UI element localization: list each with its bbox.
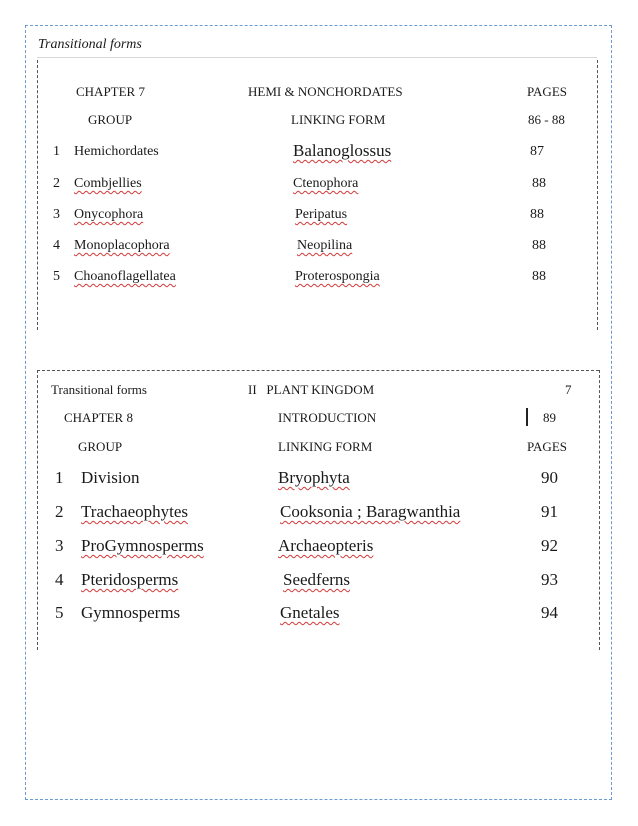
section1-row-group: Choanoflagellatea — [74, 269, 176, 284]
section2-row-number: 4 — [55, 570, 64, 589]
section1-right-edge — [597, 60, 598, 330]
section1-row-number: 3 — [53, 207, 60, 222]
section2-row-page: 90 — [541, 468, 558, 487]
section2-folio: 7 — [565, 382, 572, 397]
section2-left-edge — [37, 370, 38, 650]
text-cursor — [526, 408, 528, 426]
section2-running-title: Transitional forms — [51, 382, 147, 397]
section1-row-number: 5 — [53, 269, 60, 284]
section2-row-linking-form: Bryophyta — [278, 468, 350, 487]
section2-row-number: 5 — [55, 603, 64, 622]
section1-pages-label: PAGES — [527, 84, 567, 99]
section2-part-title: II PLANT KINGDOM — [248, 382, 375, 397]
section1-row-page: 88 — [532, 269, 546, 284]
section2-row-linking-form: Seedferns — [283, 570, 351, 589]
section1-row-linking-form: Proterospongia — [295, 269, 380, 284]
section2-row-linking-form: Gnetales — [280, 603, 340, 622]
header-rule — [37, 57, 597, 58]
section2-row-number: 3 — [55, 536, 64, 555]
section2-chapter: CHAPTER 8 — [64, 410, 133, 425]
section1-row-number: 1 — [53, 144, 60, 159]
section2-row-group: Gymnosperms — [81, 603, 181, 622]
section2-group-label: GROUP — [78, 439, 123, 454]
section1-row-page: 87 — [530, 144, 544, 159]
section1-row-page: 88 — [530, 207, 544, 222]
section1-row-page: 88 — [532, 238, 546, 253]
section1-left-edge — [37, 60, 38, 330]
section1-row-linking-form: Peripatus — [295, 207, 348, 222]
section1-chapter: CHAPTER 7 — [76, 84, 145, 99]
section2-row-group: ProGymnosperms — [81, 536, 204, 555]
section2-row-page: 91 — [541, 502, 558, 521]
section1-row-number: 4 — [53, 238, 60, 253]
section2-right-edge — [599, 370, 600, 650]
section1-page-range: 86 - 88 — [528, 112, 565, 127]
section1-topic: HEMI & NONCHORDATES — [248, 84, 403, 99]
section2-top-edge — [37, 370, 599, 371]
section2-pages-label: PAGES — [527, 439, 567, 454]
section1-row-number: 2 — [53, 176, 60, 191]
section1-row-group: Combjellies — [74, 176, 142, 191]
section1-row-linking-form: Balanoglossus — [293, 141, 392, 160]
section2-row-linking-form: Archaeopteris — [278, 536, 374, 555]
section1-row-page: 88 — [532, 176, 546, 191]
section1-row-linking-form: Neopilina — [297, 238, 353, 253]
section1-row-group: Hemichordates — [74, 144, 159, 159]
section1-group-label: GROUP — [88, 112, 133, 127]
section2-row-group: Trachaeophytes — [81, 502, 189, 521]
section2-row-number: 2 — [55, 502, 64, 521]
section1-row-linking-form: Ctenophora — [293, 176, 359, 191]
section2-row-page: 94 — [541, 603, 558, 622]
section2-row-group: Division — [81, 468, 140, 487]
section1-row-group: Onycophora — [74, 207, 144, 222]
section1-row-group: Monoplacophora — [74, 238, 170, 253]
section2-intro-page: 89 — [543, 410, 556, 425]
section2-topic: INTRODUCTION — [278, 410, 377, 425]
section2-row-number: 1 — [55, 468, 64, 487]
section2-linking-label: LINKING FORM — [278, 439, 373, 454]
section2-row-group: Pteridosperms — [81, 570, 179, 589]
section2-row-linking-form: Cooksonia ; Baragwanthia — [280, 502, 461, 521]
section2-row-page: 92 — [541, 536, 558, 555]
section1-linking-label: LINKING FORM — [291, 112, 386, 127]
running-header-title: Transitional forms — [38, 37, 142, 52]
section2-row-page: 93 — [541, 570, 558, 589]
